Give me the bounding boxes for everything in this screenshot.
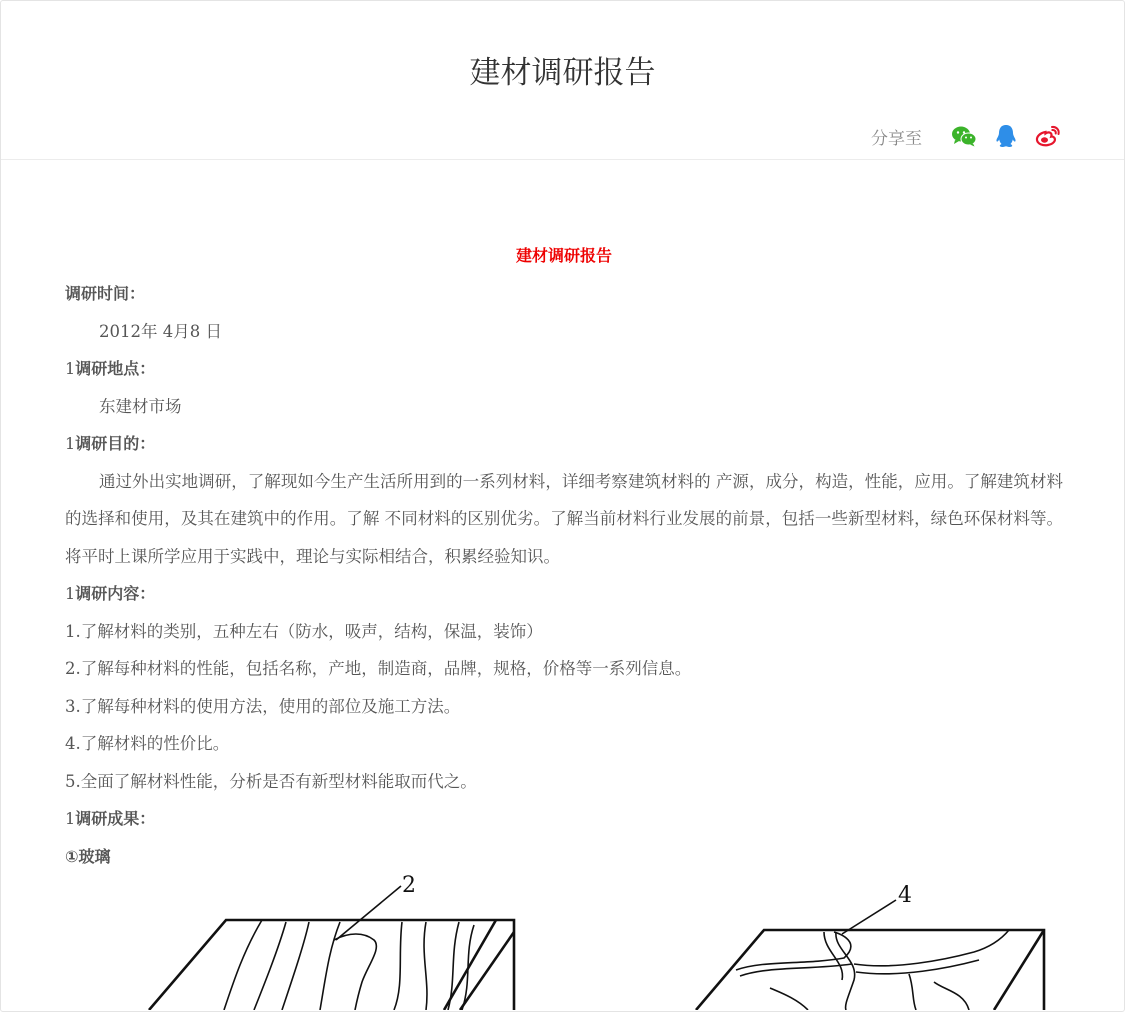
glass-structure-figure [64, 870, 1064, 1010]
figure-right-block [696, 900, 1044, 1010]
place-heading-row [65, 350, 1063, 388]
glass-heading: ①玻璃 [65, 846, 111, 866]
figure-left-block [149, 886, 514, 1010]
content-item: 4.了解材料的性价比。 [65, 734, 230, 753]
place-heading: 调研地点： [75, 359, 156, 378]
purpose-heading: 调研目的： [75, 434, 156, 453]
content-item: 2.了解每种材料的性能，包括名称，产地，制造商，品牌，规格，价格等一系列信息。 [65, 659, 692, 678]
place-value: 东建材市场 [99, 396, 182, 416]
qq-icon[interactable] [992, 122, 1020, 150]
content-heading-row [65, 575, 1063, 613]
content-item: 5.全面了解材料性能，分析是否有新型材料能取而代之。 [65, 771, 477, 791]
page-title: 建材调研报告 [469, 55, 656, 91]
purpose-heading-row [65, 425, 1063, 463]
document-title: 建材调研报告 [515, 246, 612, 265]
purpose-paragraph: 通过外出实地调研，了解现如今生产生活所用到的一系列材料，详细考察建筑材料的 产源，成分，构造，性能，应用。了解建筑材料的选择和使用，及其在建筑中的作用。了解 不同材料的区别优劣。了解当前材料行业发展的前景，包括一些新型材料，绿色环保材料等。将平时上课所学应用于实践中，理论与实际相结合，积累经验知识。 [65, 471, 1063, 566]
article-header [1, 1, 1124, 160]
share-label: 分享至 [871, 128, 922, 149]
result-heading-row [65, 800, 1063, 838]
result-heading: 调研成果： [75, 809, 156, 828]
section-number: 1 [65, 434, 76, 453]
section-number: 1 [65, 809, 76, 828]
content-heading: 调研内容： [75, 584, 156, 603]
share-bar [871, 121, 1062, 151]
section-number: 1 [65, 359, 76, 378]
figure-label: 4 [898, 883, 912, 908]
section-number: 1 [65, 584, 76, 603]
wechat-icon[interactable] [950, 122, 978, 150]
time-value: 2012年 4月8 日 [99, 321, 222, 341]
time-heading: 调研时间： [65, 284, 146, 303]
weibo-icon[interactable] [1034, 122, 1062, 150]
content-item: 3.了解每种材料的使用方法，使用的部位及施工方法。 [65, 696, 461, 716]
article-body [65, 239, 1063, 875]
content-item: 1.了解材料的类别，五种左右（防水，吸声，结构，保温，装饰） [65, 621, 543, 641]
figure-label: 2 [402, 873, 416, 898]
